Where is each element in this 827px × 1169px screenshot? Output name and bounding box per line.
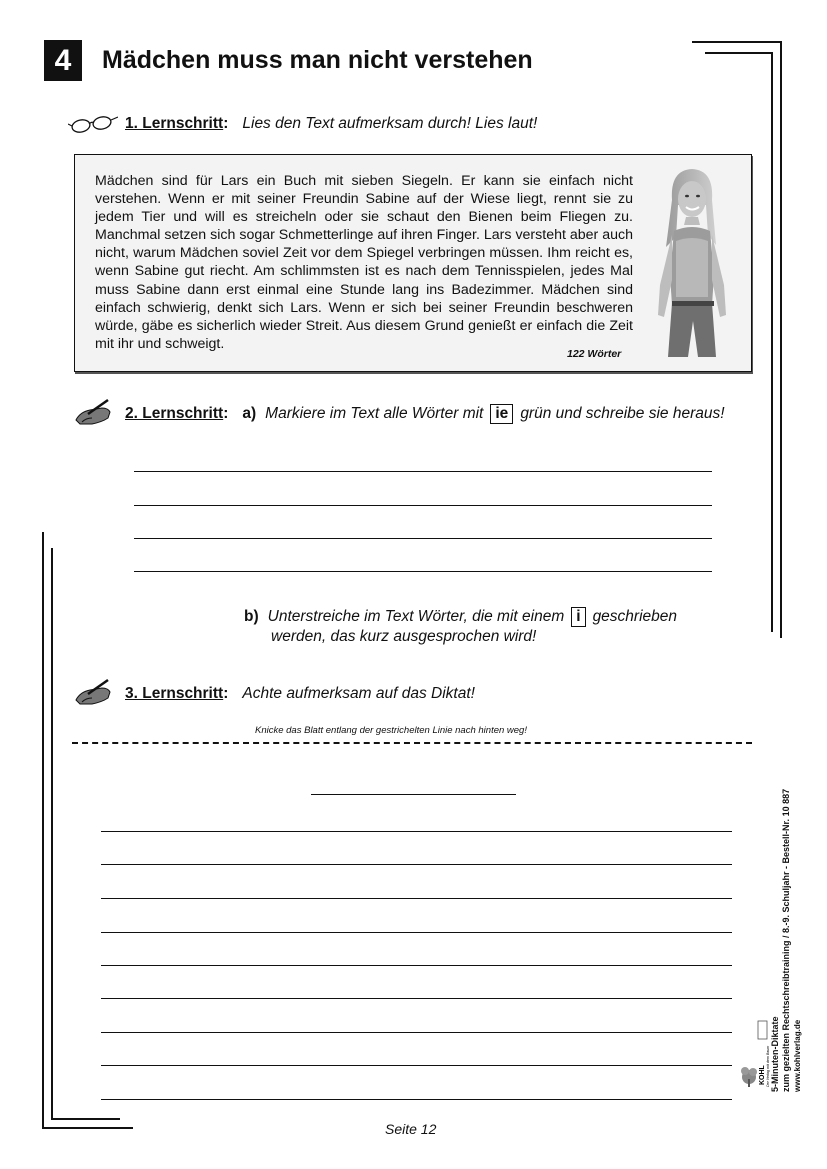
reading-passage: Mädchen sind für Lars ein Buch mit sieben Siegeln. Er kann sie einfach nicht verstehen. Wenn er mit seiner Freundin Sabine auf der Wiese liegt, rennt sie zu jedem Tier und will es streicheln oder sie schaut den Bienen beim Fliegen zu. Manchmal setzen sich sogar Schmetterlinge auf ihren Finger. Lars versteht aber auch nicht, warum Mädchen soviel Zeit vor dem Spiegel verbringen müssen. Ihm reicht es, wenn Sabine gut riecht. Am schlimmsten ist es nach dem Tennisspielen, jedes Mal muss Sabine dann erst einmal eine Stunde lang ins Badezimmer. Mädchen sind einfach schwierig, denkt sich Lars. Wenn er sich bei seiner Freundin beschweren würde, gäbe es sicherlich wieder Streit. Aus diesem Grund genießt er einfach die Zeit mit ihr und schweigt. xyxy=(95,173,633,352)
fold-instruction: Knicke das Blatt entlang der gestrichelten Linie nach hinten weg! xyxy=(255,725,527,736)
step3-instruction: Achte aufmerksam auf das Diktat! xyxy=(242,685,475,702)
dictation-line[interactable] xyxy=(101,965,732,966)
frame-right-inner xyxy=(771,52,773,632)
step2a-instruction-end: grün und schreibe sie heraus! xyxy=(520,405,725,422)
sidebar-title: 5-Minuten-Diktate xyxy=(770,1016,780,1092)
step2b-instruction: Unterstreiche im Text Wörter, die mit einem xyxy=(267,608,565,625)
step2a-instruction: Markiere im Text alle Wörter mit xyxy=(265,405,484,422)
frame-right-outer xyxy=(780,41,782,638)
step3-row: 3. Lernschritt : Achte aufmerksam auf das Diktat! xyxy=(125,685,475,702)
fold-line xyxy=(72,742,752,744)
page-title: Mädchen muss man nicht verstehen xyxy=(102,46,533,74)
dictation-line[interactable] xyxy=(101,932,732,933)
dictation-line[interactable] xyxy=(101,1065,732,1066)
publisher-logo xyxy=(740,1015,770,1090)
word-count: 122 Wörter xyxy=(567,348,622,360)
step1-label: 1. Lernschritt xyxy=(125,115,224,132)
answer-line[interactable] xyxy=(134,471,712,472)
step2b-instruction-line2: werden, das kurz ausgesprochen wird! xyxy=(271,628,537,645)
step2-label: 2. Lernschritt xyxy=(125,405,224,422)
publisher-tagline: Der Verlag mit dem Baum xyxy=(766,1045,770,1087)
step2b-letter-box: i xyxy=(571,607,585,627)
frame-bottom-inner xyxy=(51,1118,120,1120)
dictation-line[interactable] xyxy=(101,998,732,999)
girl-photo xyxy=(650,165,730,362)
frame-left-inner xyxy=(51,548,53,1120)
frame-top-outer xyxy=(692,41,782,43)
step1-instruction: Lies den Text aufmerksam durch! Lies laut! xyxy=(242,115,538,132)
dictation-title-line[interactable] xyxy=(311,794,516,795)
dictation-line[interactable] xyxy=(101,1032,732,1033)
answer-line[interactable] xyxy=(134,571,712,572)
step2b-row xyxy=(244,607,677,627)
answer-line[interactable] xyxy=(134,538,712,539)
dictation-line[interactable] xyxy=(101,1099,732,1100)
step2a-row: 2. Lernschritt : a) Markiere im Text alle Wörter mit ie grün und schreibe sie heraus! xyxy=(125,405,725,422)
dictation-line[interactable] xyxy=(101,898,732,899)
step2b-row-2 xyxy=(271,628,536,646)
step3-label: 3. Lernschritt xyxy=(125,685,224,702)
sidebar-url[interactable]: www.kohlverlag.de xyxy=(793,1019,802,1092)
step2a-letter-box: ie xyxy=(490,404,513,424)
step2a-marker: a) xyxy=(242,405,257,422)
step1-row: 1. Lernschritt : Lies den Text aufmerksam durch! Lies laut! xyxy=(125,115,538,132)
glasses-icon xyxy=(68,114,118,139)
publisher-name: KOHL xyxy=(759,1065,766,1085)
step2b-marker: b) xyxy=(244,608,259,625)
frame-top-inner xyxy=(705,52,773,54)
step2b-instruction-end: geschrieben xyxy=(592,608,678,625)
frame-left-outer xyxy=(42,532,44,1129)
dictation-line[interactable] xyxy=(101,864,732,865)
frame-bottom-outer xyxy=(42,1127,133,1129)
dictation-line[interactable] xyxy=(101,831,732,832)
writing-hand-icon xyxy=(74,678,114,711)
writing-hand-icon xyxy=(74,398,114,431)
sidebar-publication-info xyxy=(770,789,803,1092)
worksheet-number-badge: 4 xyxy=(44,40,82,81)
answer-line[interactable] xyxy=(134,505,712,506)
page-number: Seite 12 xyxy=(385,1121,437,1137)
sidebar-subtitle: zum gezielten Rechtschreibtraining / 8.-9. Schuljahr - Bestell-Nr. 10 887 xyxy=(781,788,791,1092)
